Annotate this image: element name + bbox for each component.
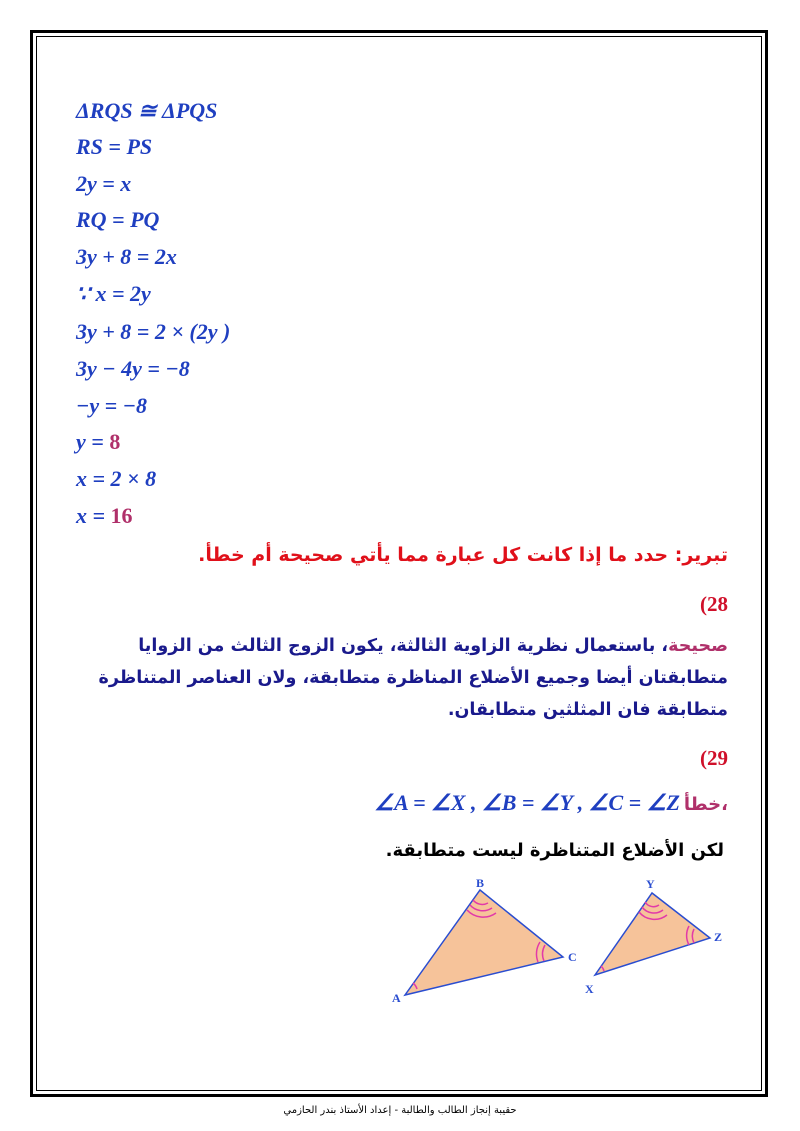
page-footer: حقيبة إنجاز الطالب والطالبة - إعداد الأستاذ بندر الحازمي — [283, 1105, 517, 1116]
vertex-label-z: Z — [714, 930, 723, 944]
justify-heading: تبرير: حدد ما إذا كانت كل عبارة مما يأتي صحيحة أم خطأ. — [198, 544, 728, 566]
vertex-label-y: Y — [646, 877, 655, 891]
math-line-12-value: 16 — [110, 503, 133, 528]
triangles-figure — [380, 875, 730, 1010]
q28-number: (28 — [700, 592, 728, 616]
math-line-2: RS = PS — [76, 134, 153, 159]
vertex-label-x: X — [585, 982, 594, 996]
math-line-6: ∵ x = 2y — [76, 281, 151, 306]
vertex-label-a: A — [392, 991, 401, 1005]
math-line-1: ΔRQS ≅ ΔPQS — [76, 98, 218, 123]
math-line-10-value: 8 — [109, 429, 121, 454]
math-line-5: 3y + 8 = 2x — [76, 244, 177, 269]
q29-angles: ∠A = ∠X , ∠B = ∠Y , ∠C = ∠Z — [374, 790, 680, 815]
math-line-8: 3y − 4y = −8 — [76, 356, 190, 381]
q29-number: (29 — [700, 746, 728, 770]
math-line-12 — [76, 503, 133, 529]
math-line-12-lhs: x = — [76, 503, 111, 528]
q29-angle-line — [374, 790, 728, 816]
q28-answer — [76, 630, 728, 726]
math-line-10 — [76, 429, 120, 455]
vertex-label-c: C — [568, 950, 577, 964]
q28-text: ، باستعمال نظرية الزاوية الثالثة، يكون الزوج الثالث من الزوايا متطابقتان أيضا وجميع الأضلاع المناظرة متطابقة، ولان العناصر المتناظرة متطابقة فان المثلثين متطابقان. — [98, 636, 728, 720]
q29-keyword: خطأ، — [683, 794, 728, 815]
math-line-4: RQ = PQ — [76, 207, 160, 232]
math-line-11: x = 2 × 8 — [76, 466, 157, 491]
math-line-3: 2y = x — [76, 171, 132, 196]
q28-keyword: صحيحة — [668, 636, 728, 656]
math-line-9: −y = −8 — [76, 393, 147, 418]
math-line-10-lhs: y = — [76, 429, 110, 454]
vertex-label-b: B — [476, 876, 485, 890]
q29-note: لكن الأضلاع المتناظرة ليست متطابقة. — [385, 840, 724, 861]
math-line-7: 3y + 8 = 2 × (2y ) — [76, 319, 231, 344]
